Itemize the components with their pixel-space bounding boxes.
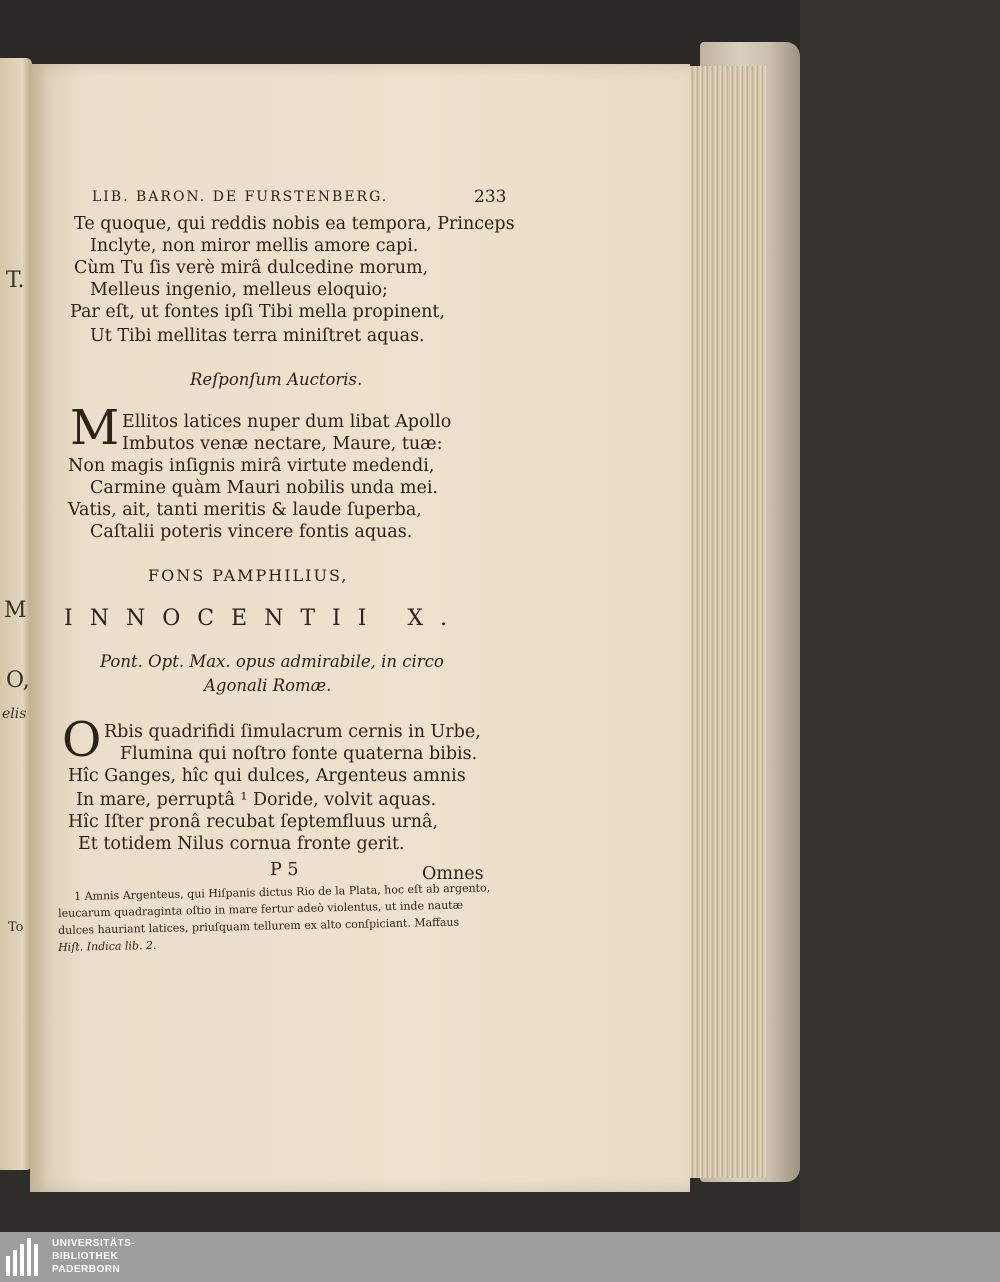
page-edges — [684, 66, 766, 1178]
verse-line: Et totidem Nilus cornua fronte gerit. — [78, 834, 405, 854]
signature-mark: P 5 — [270, 860, 299, 880]
left-page-fragment: M — [4, 598, 27, 623]
drop-cap: O — [62, 712, 102, 768]
library-name-line: UNIVERSITÄTS- — [52, 1238, 136, 1249]
poem-subtitle: Agonali Romæ. — [204, 676, 332, 695]
library-name-line: BIBLIOTHEK — [52, 1251, 119, 1262]
page-number: 233 — [474, 187, 507, 207]
verse-line: Imbutos venæ nectare, Maure, tuæ: — [122, 434, 443, 454]
drop-cap: M — [70, 400, 120, 456]
verse-line: Caſtalii poteris vincere fontis aquas. — [90, 522, 413, 542]
verse-line: Hîc Ganges, hîc qui dulces, Argenteus amnis — [68, 766, 466, 786]
poem-subtitle: Pont. Opt. Max. opus admirabile, in circo — [100, 652, 444, 671]
running-title: LIB. BARON. DE FURSTENBERG. — [92, 189, 389, 205]
library-name-line: PADERBORN — [52, 1264, 121, 1275]
verse-line: Cùm Tu ſis verè mirâ dulcedine morum, — [74, 258, 429, 278]
catchword: Omnes — [422, 864, 484, 884]
previous-page-fragment — [0, 58, 32, 1170]
verse-line: Par eſt, ut fontes ipſi Tibi mella propinent, — [70, 302, 446, 322]
library-logo-icon — [6, 1238, 46, 1276]
book-page-233 — [30, 64, 690, 1192]
verse-line: Non magis inſignis mirâ virtute medendi, — [68, 456, 435, 476]
verse-line: Melleus ingenio, melleus eloquio; — [90, 280, 388, 300]
section-heading: Reſponſum Auctoris. — [190, 370, 363, 389]
left-page-fragment: elis — [2, 706, 27, 722]
footnote-line: leucarum quadraginta oſtio in mare fertur adeò violentus, ut inde nautæ — [58, 898, 464, 920]
poem-title: FONS PAMPHILIUS, — [148, 566, 349, 585]
left-page-fragment: O, — [6, 668, 30, 693]
verse-line: Vatis, ait, tanti meritis & laude ſuperba, — [68, 500, 422, 520]
background-right — [800, 0, 1000, 1232]
verse-line: Hîc Iſter pronâ recubat ſeptemfluus urnâ, — [68, 812, 439, 832]
verse-line: In mare, perruptâ ¹ Doride, volvit aquas. — [76, 790, 437, 810]
verse-line: Ellitos latices nuper dum libat Apollo — [122, 412, 452, 432]
footnote-line: Hiſt. Indica lib. 2. — [58, 938, 157, 954]
footnote-line: 1 Amnis Argenteus, qui Hiſpanis dictus Rio de la Plata, hoc eſt ab argento, — [74, 881, 491, 903]
library-footer — [0, 1232, 1000, 1282]
verse-line: Inclyte, non miror mellis amore capi. — [90, 236, 419, 256]
verse-line: Te quoque, qui reddis nobis ea tempora, Princeps — [74, 214, 515, 234]
footnote-line: dulces hauriant latices, priuſquam tellurem ex alto conſpiciant. Maffaus — [58, 915, 460, 937]
verse-line: Ut Tibi mellitas terra miniſtret aquas. — [90, 326, 425, 346]
left-page-fragment: T. — [6, 268, 25, 293]
verse-line: Flumina qui noſtro fonte quaterna bibis. — [120, 744, 478, 764]
verse-line: Carmine quàm Mauri nobilis unda mei. — [90, 478, 438, 498]
left-page-fragment: To — [8, 920, 24, 935]
poem-title-large: INNOCENTII X. — [64, 606, 465, 631]
verse-line: Rbis quadrifidi ſimulacrum cernis in Urbe, — [104, 722, 481, 742]
